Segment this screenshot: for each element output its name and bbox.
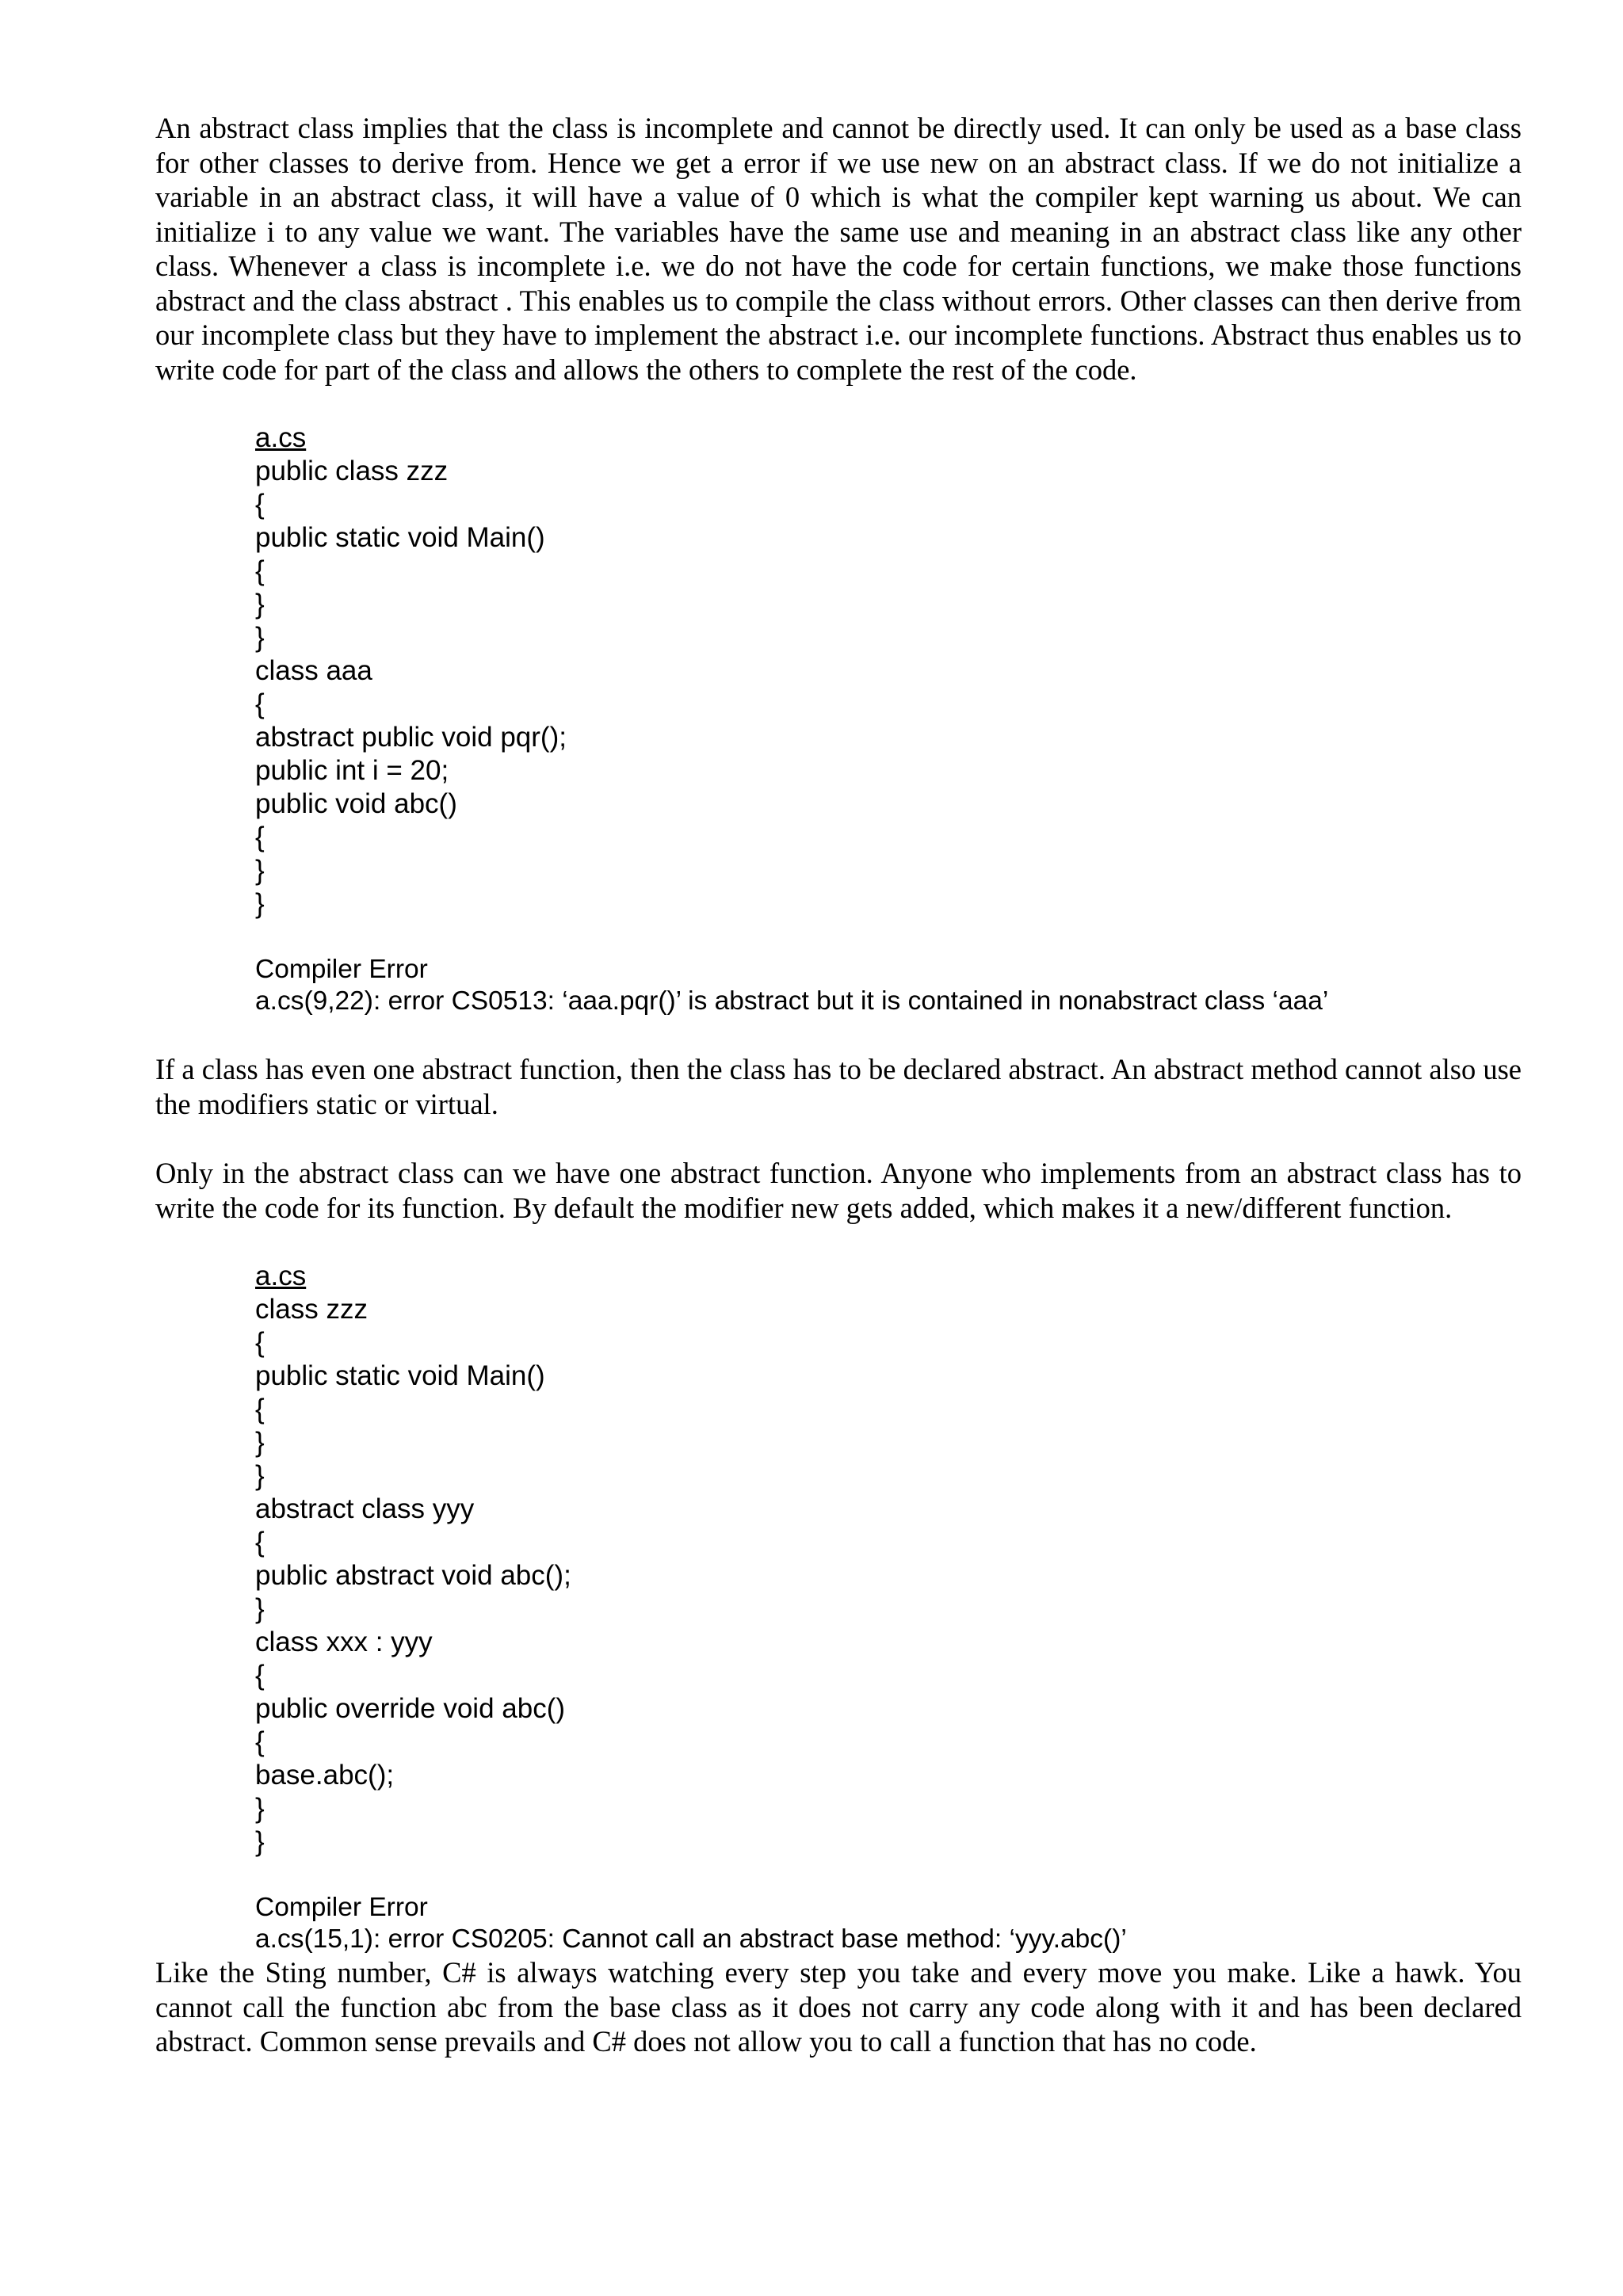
code-line: abstract public void pqr();	[255, 722, 567, 753]
code-line: abstract class yyy	[255, 1493, 475, 1524]
paragraph-abstract-base-call: Like the Sting number, C# is always watching every step you take and every move you make. Like a hawk. You cannot call the function abc from the base class as it does not carry any code along with it and has been declared abstract. Common sense prevails and C# does not allow you to call a function that has no code.	[155, 1956, 1522, 2058]
code-listing-2	[255, 1260, 1522, 1859]
error-title: Compiler Error	[255, 955, 428, 984]
code-line: base.abc();	[255, 1760, 395, 1791]
error-message: a.cs(9,22): error CS0513: ‘aaa.pqr()’ is abstract but it is contained in nonabstract class ‘aaa’	[255, 986, 1329, 1016]
code-line: public static void Main()	[255, 1360, 545, 1391]
code-line: {	[255, 1327, 265, 1358]
code-line: }	[255, 622, 265, 653]
code-line: }	[255, 1427, 265, 1458]
code-line: public void abc()	[255, 788, 457, 819]
code-filename: a.cs	[255, 1261, 307, 1291]
error-message: a.cs(15,1): error CS0205: Cannot call an abstract base method: ‘yyy.abc()’	[255, 1924, 1127, 1954]
code-line: public int i = 20;	[255, 755, 449, 786]
code-listing-1	[255, 421, 1522, 921]
code-line: }	[255, 1826, 265, 1857]
code-line: {	[255, 1394, 265, 1425]
code-line: }	[255, 888, 265, 919]
code-line: {	[255, 1527, 265, 1558]
code-line: class aaa	[255, 655, 372, 686]
paragraph-abstract-intro: An abstract class implies that the class is incomplete and cannot be directly used. It can only be used as a base class for other classes to derive from. Hence we get a error if we use new on an abstract class. If we do not initialize a variable in an abstract class, it will have a value of 0 which is what the compiler kept warning us about. We can initialize i to any value we want. The variables have the same use and meaning in an abstract class like any other class. Whenever a class is incomplete i.e. we do not have the code for certain functions, we make those functions abstract and the class abstract . This enables us to compile the class without errors. Other classes can then derive from our incomplete class but they have to implement the abstract i.e. our incomplete functions. Abstract thus enables us to write code for part of the class and allows the others to complete the rest of the code.	[155, 112, 1522, 386]
code-line: {	[255, 489, 265, 520]
code-line: }	[255, 1460, 265, 1491]
paragraph-abstract-implement: Only in the abstract class can we have one abstract function. Anyone who implements from an abstract class has to write the code for its function. By default the modifier new gets added, which makes it a new/different function.	[155, 1157, 1522, 1224]
code-line: }	[255, 1793, 265, 1824]
code-line: class xxx : yyy	[255, 1627, 433, 1657]
error-title: Compiler Error	[255, 1893, 428, 1922]
code-line: {	[255, 688, 265, 719]
code-line: {	[255, 555, 265, 586]
code-line: }	[255, 1593, 265, 1624]
compiler-error-2	[255, 1892, 1522, 1955]
code-line: {	[255, 1726, 265, 1757]
code-filename: a.cs	[255, 422, 307, 453]
paragraph-abstract-rule: If a class has even one abstract function, then the class has to be declared abstract. An abstract method cannot also use the modifiers static or virtual.	[155, 1053, 1522, 1120]
code-line: }	[255, 855, 265, 886]
code-line: class zzz	[255, 1294, 368, 1325]
code-line: public override void abc()	[255, 1693, 566, 1724]
compiler-error-1	[255, 954, 1522, 1017]
code-line: public static void Main()	[255, 522, 545, 553]
code-line: public abstract void abc();	[255, 1560, 571, 1591]
code-line: public class zzz	[255, 456, 449, 486]
document-page	[155, 111, 1522, 2059]
code-line: }	[255, 589, 265, 620]
code-line: {	[255, 1660, 265, 1691]
code-line: {	[255, 822, 265, 852]
